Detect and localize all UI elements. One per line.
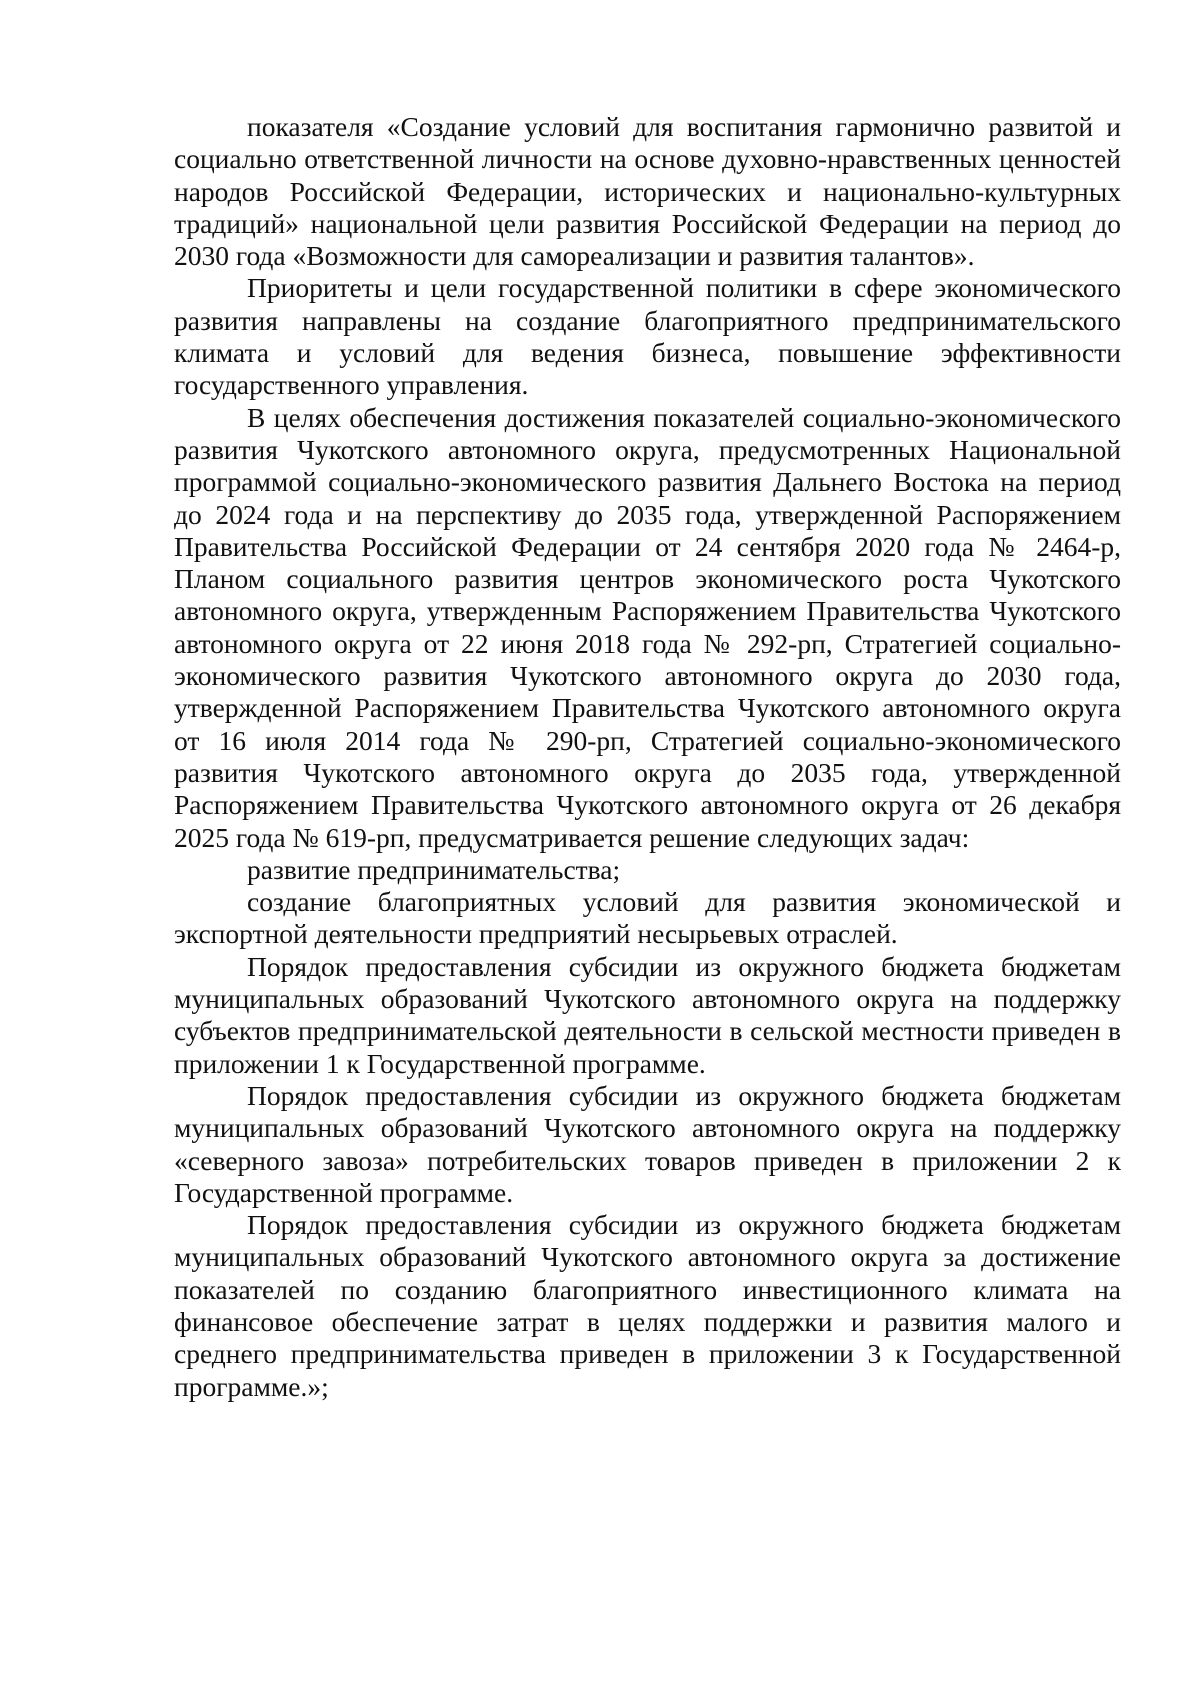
paragraph-national-goal-continuation: показателя «Создание условий для воспитания гармонично развитой и социально ответственной личности на основе духовно-нравственных ценностей народов Российской Федерации, исторических и национально-культурных традиций» национальной цели развития Российской Федерации на период до 2030 года «Возможности для самореализации и развития талантов».	[174, 111, 1121, 272]
paragraph-task-entrepreneurship: развитие предпринимательства;	[247, 853, 621, 885]
paragraph-task-export: создание благоприятных условий для развития экономической и экспортной деятельности предприятий несырьевых отраслей.	[174, 886, 1121, 950]
document-body	[174, 111, 1121, 1403]
paragraph-policy-priorities: Приоритеты и цели государственной политики в сфере экономического развития направлены на создание благоприятного предпринимательского климата и условий для ведения бизнеса, повышение эффективности государственного управления.	[174, 272, 1121, 401]
paragraph-appendix-3: Порядок предоставления субсидии из окружного бюджета бюджетам муниципальных образований Чукотского автономного округа за достижение показателей по созданию благоприятного инвестиционного климата на финансовое обеспечение затрат в целях поддержки и развития малого и среднего предпринимательства приведен в приложении 3 к Государственной программе.»;	[174, 1209, 1121, 1402]
paragraph-appendix-2: Порядок предоставления субсидии из окружного бюджета бюджетам муниципальных образований Чукотского автономного округа на поддержку «северного завоза» потребительских товаров приведен в приложении 2 к Государственной программе.	[174, 1079, 1121, 1208]
paragraph-development-goals: В целях обеспечения достижения показателей социально-экономического развития Чукотского автономного округа, предусмотренных Национальной программой социально-экономического развития Дальнего Востока на период до 2024 года и на перспективу до 2035 года, утвержденной Распоряжением Правительства Российской Федерации от 24 сентября 2020 года № 2464-р, Планом социального развития центров экономического роста Чукотского автономного округа, утвержденным Распоряжением Правительства Чукотского автономного округа от 22 июня 2018 года № 292-рп, Стратегией социально-экономического развития Чукотского автономного округа до 2030 года, утвержденной Распоряжением Правительства Чукотского автономного округа от 16 июля 2014 года № 290-рп, Стратегией социально-экономического развития Чукотского автономного округа до 2035 года, утвержденной Распоряжением Правительства Чукотского автономного округа от 26 декабря 2025 года № 619-рп, предусматривается решение следующих задач:	[174, 401, 1121, 853]
paragraph-appendix-1: Порядок предоставления субсидии из окружного бюджета бюджетам муниципальных образований Чукотского автономного округа на поддержку субъектов предпринимательской деятельности в сельской местности приведен в приложении 1 к Государственной программе.	[174, 950, 1121, 1079]
